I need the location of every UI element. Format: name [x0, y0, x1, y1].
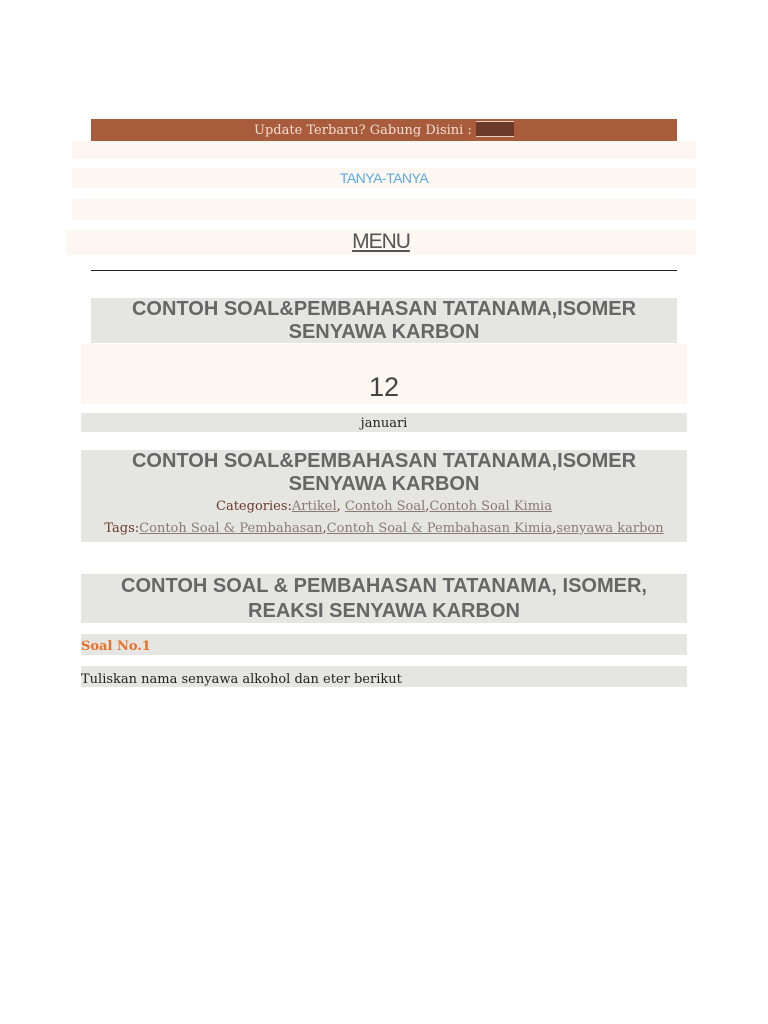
soal-heading-box	[81, 634, 687, 655]
nav-link-tanya-tanya[interactable]: TANYA-TANYA	[339, 170, 429, 186]
post-date-day: 12	[81, 344, 687, 404]
post-title-box	[91, 298, 677, 343]
category-link-artikel[interactable]: Artikel	[291, 499, 337, 514]
menu-toggle[interactable]: MENU	[352, 230, 410, 253]
top-announcement-bar	[91, 119, 677, 141]
tag-link-contoh-soal-pembahasan[interactable]: Contoh Soal & Pembahasan	[139, 521, 323, 536]
soal-heading: Soal No.1	[81, 639, 151, 654]
post-meta-title[interactable]: CONTOH SOAL&PEMBAHASAN TATANAMA,ISOMER SENYAWA KARBON	[131, 450, 637, 495]
category-link-contoh-soal-kimia[interactable]: Contoh Soal Kimia	[429, 499, 552, 514]
question-box	[81, 666, 687, 687]
categories-line: Categories:Artikel, Contoh Soal,Contoh Soal Kimia	[216, 499, 552, 514]
nav-strip	[72, 199, 696, 220]
nav-strip	[72, 141, 696, 159]
category-link-contoh-soal[interactable]: Contoh Soal	[344, 499, 426, 514]
tag-link-contoh-soal-pembahasan-kimia[interactable]: Contoh Soal & Pembahasan Kimia	[326, 521, 553, 536]
article-title-box	[81, 574, 687, 623]
tags-line: Tags:Contoh Soal & Pembahasan,Contoh Soal & Pembahasan Kimia,senyawa karbon	[104, 521, 664, 536]
divider	[91, 270, 677, 271]
tags-label: Tags:	[104, 521, 140, 536]
post-title[interactable]: CONTOH SOAL&PEMBAHASAN TATANAMA,ISOMER SENYAWA KARBON	[131, 298, 637, 343]
announcement-text: Update Terbaru? Gabung Disini :	[254, 123, 476, 138]
post-meta	[81, 450, 687, 542]
article-title: CONTOH SOAL & PEMBAHASAN TATANAMA, ISOMER, REAKSI SENYAWA KARBON	[121, 575, 647, 622]
join-link[interactable]	[476, 121, 514, 137]
tag-link-senyawa-karbon[interactable]: senyawa karbon	[556, 521, 664, 536]
categories-label: Categories:	[216, 499, 292, 514]
post-date-month: januari	[81, 413, 687, 432]
question-text: Tuliskan nama senyawa alkohol dan eter berikut	[81, 672, 402, 687]
